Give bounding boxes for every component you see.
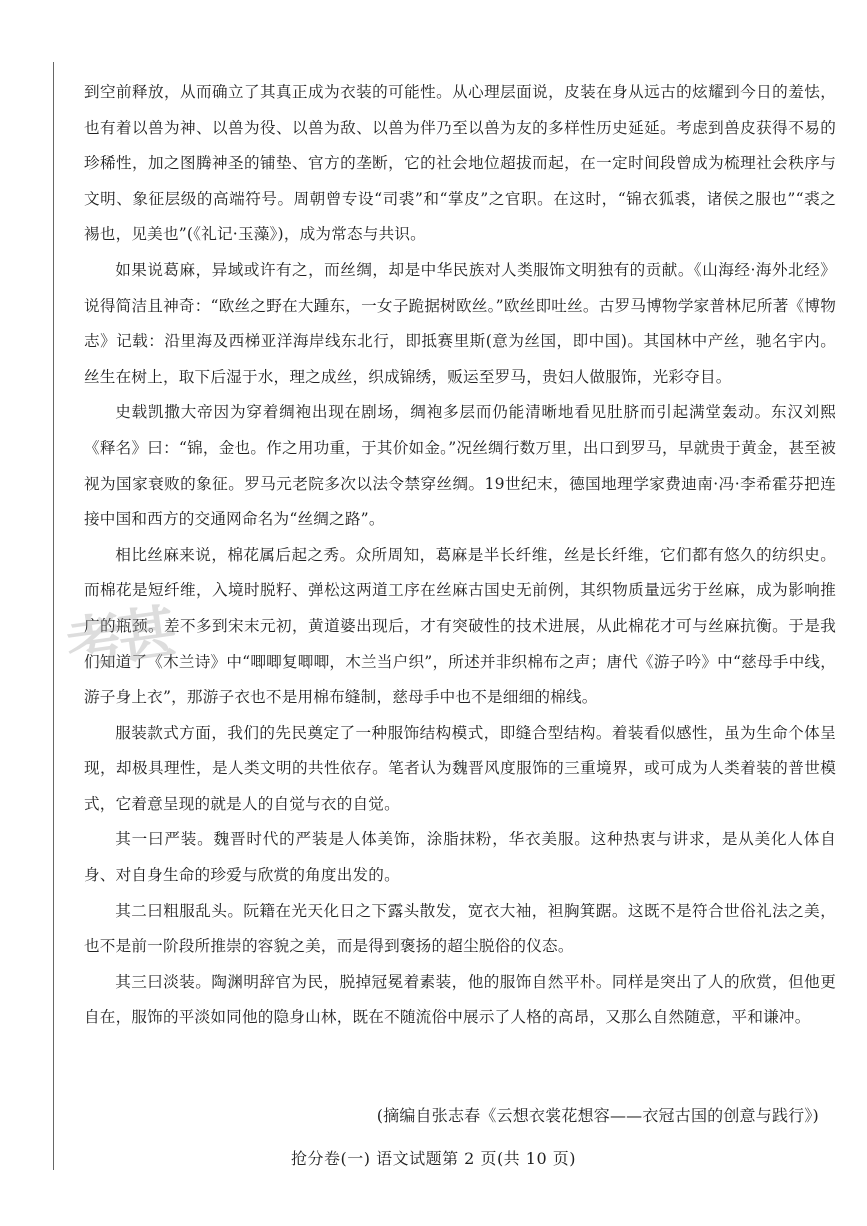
paragraph-1: 到空前释放，从而确立了其真正成为衣装的可能性。从心理层面说，皮装在身从远古的炫耀到今日的羞怯，也有着以兽为神、以兽为役、以兽为敌、以兽为伴乃至以兽为友的多样性历史延延。考虑到兽皮获得不易的珍稀性，加之图腾神圣的铺垫、官方的垄断，它的社会地位超拔而起，在一定时间段曾成为梳理社会秩序与文明、象征层级的高端符号。周朝曾专设“司裘”和“掌皮”之官职。在这时，“锦衣狐裘，诸侯之服也”“裘之裼也，见美也”(《礼记·玉藻》)，成为常态与共识。 [84,83,836,244]
page-footer: 抢分卷(一) 语文试题第 2 页(共 10 页) [291,1149,576,1168]
paragraph-8: 其三曰淡装。陶渊明辞官为民，脱掉冠冕着素装，他的服饰自然平朴。同样是突出了人的欣赏，但他更自在，服饰的平淡如同他的隐身山林，既在不随流俗中展示了人格的高昂，又那么自然随意，平和谦冲。 [84,972,836,1027]
paragraph-4: 相比丝麻来说，棉花属后起之秀。众所周知，葛麻是半长纤维，丝是长纤维，它们都有悠久的纺织史。而棉花是短纤维，入境时脱籽、弹松这两道工序在丝麻古国史无前例，其织物质量远劣于丝麻，成为影响推广的瓶颈。差不多到宋末元初，黄道婆出现后，才有突破性的技术进展，从此棉花才可与丝麻抗衡。于是我们知道了《木兰诗》中“唧唧复唧唧，木兰当户织”，所述并非织棉布之声；唐代《游子吟》中“慈母手中线，游子身上衣”，那游子衣也不是用棉布缝制，慈母手中也不是细细的棉线。 [84,545,836,707]
paragraph-5: 服装款式方面，我们的先民奠定了一种服饰结构模式，即缝合型结构。着装看似感性，虽为生命个体呈现，却极具理性，是人类文明的共性依存。笔者认为魏晋风度服饰的三重境界，或可成为人类着装的普世模式，它着意呈现的就是人的自觉与衣的自觉。 [84,723,836,813]
watermark-stamp: 考甚 [62,598,175,680]
margin-rule [53,62,54,1170]
paragraph-7: 其二曰粗服乱头。阮籍在光天化日之下露头散发，宽衣大袖，袒胸箕踞。这既不是符合世俗礼法之美，也不是前一阶段所推崇的容貌之美，而是得到褒扬的超尘脱俗的仪态。 [84,901,836,956]
paragraph-6: 其一曰严装。魏晋时代的严装是人体美饰，涂脂抹粉，华衣美服。这种热衷与讲求，是从美化人体自身、对自身生命的珍爱与欣赏的角度出发的。 [84,830,836,885]
article-body [84,75,836,1036]
paragraph-3: 史载凯撒大帝因为穿着绸袍出现在剧场，绸袍多层而仍能清晰地看见肚脐而引起满堂轰动。东汉刘熙《释名》曰：“锦，金也。作之用功重，于其价如金。”况丝绸行数万里，出口到罗马，早就贵于黄金，甚至被视为国家衰败的象征。罗马元老院多次以法令禁穿丝绸。19世纪末，德国地理学家费迪南·冯·李希霍芬把连接中国和西方的交通网命名为“丝绸之路”。 [84,403,836,529]
source-citation: (摘编自张志春《云想衣裳花想容——衣冠古国的创意与践行》) [376,1106,819,1125]
paragraph-2: 如果说葛麻，异域或许有之，而丝绸，却是中华民族对人类服饰文明独有的贡献。《山海经·海外北经》说得简洁且神奇：“欧丝之野在大踵东，一女子跪据树欧丝。”欧丝即吐丝。古罗马博物学家普林尼所著《博物志》记载：沿里海及西梯亚洋海岸线东北行，即抵赛里斯(意为丝国，即中国)。其国林中产丝，驰名宇内。丝生在树上，取下后湿于水，理之成丝，织成锦绣，贩运至罗马，贵妇人做服饰，光彩夺目。 [84,260,836,386]
